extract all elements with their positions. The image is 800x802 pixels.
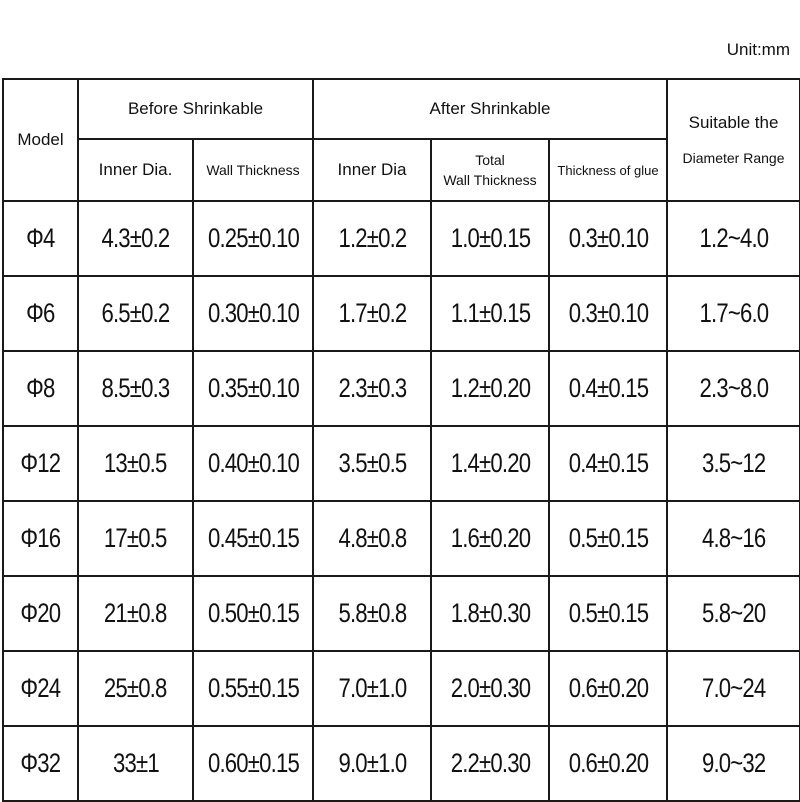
- cell-before-wall-thickness: [193, 726, 313, 801]
- cell-value: 13±0.5: [104, 448, 167, 478]
- cell-model: [3, 651, 78, 726]
- cell-after-inner-dia: [313, 351, 431, 426]
- cell-after-inner-dia: [313, 576, 431, 651]
- cell-model: [3, 576, 78, 651]
- cell-value: 0.4±0.15: [568, 373, 648, 403]
- cell-diameter-range: [667, 576, 800, 651]
- cell-before-inner-dia: [78, 651, 193, 726]
- cell-before-inner-dia: [78, 426, 193, 501]
- table-row: [3, 651, 800, 726]
- cell-model: [3, 726, 78, 801]
- cell-value: 1.7~6.0: [699, 298, 768, 328]
- cell-value: 1.2±0.20: [450, 373, 530, 403]
- cell-before-wall-thickness: [193, 276, 313, 351]
- cell-diameter-range: [667, 501, 800, 576]
- cell-value: 0.6±0.20: [568, 748, 648, 778]
- header-total-line1: Total: [475, 152, 505, 168]
- cell-model: [3, 276, 78, 351]
- cell-before-inner-dia: [78, 501, 193, 576]
- cell-value: 0.3±0.10: [568, 223, 648, 253]
- cell-after-inner-dia: [313, 426, 431, 501]
- cell-value: 5.8~20: [701, 598, 766, 628]
- cell-value: 21±0.8: [104, 598, 167, 628]
- cell-value: 8.5±0.3: [101, 373, 170, 403]
- cell-value: 17±0.5: [104, 523, 167, 553]
- cell-after-inner-dia: [313, 201, 431, 276]
- cell-before-inner-dia: [78, 726, 193, 801]
- cell-value: 1.0±0.15: [450, 223, 530, 253]
- cell-before-wall-thickness: [193, 651, 313, 726]
- cell-value: 0.25±0.10: [207, 223, 299, 253]
- cell-value: 9.0±1.0: [338, 748, 406, 778]
- header-total-line2: Wall Thickness: [443, 172, 537, 188]
- cell-value: 4.8~16: [701, 523, 766, 553]
- cell-value: 1.6±0.20: [450, 523, 530, 553]
- cell-glue-thickness: [549, 276, 667, 351]
- cell-value: 0.5±0.15: [568, 598, 648, 628]
- cell-value: 1.2~4.0: [699, 223, 768, 253]
- cell-value: 4.3±0.2: [101, 223, 170, 253]
- cell-before-inner-dia: [78, 351, 193, 426]
- cell-value: 1.4±0.20: [450, 448, 530, 478]
- cell-after-total-wall: [431, 426, 549, 501]
- cell-after-total-wall: [431, 351, 549, 426]
- cell-value: 0.5±0.15: [568, 523, 648, 553]
- cell-value: Φ4: [26, 223, 55, 253]
- table-row: [3, 276, 800, 351]
- cell-value: 0.55±0.15: [207, 673, 299, 703]
- header-suitable-line2: Diameter Range: [682, 150, 785, 166]
- cell-value: 0.50±0.15: [207, 598, 299, 628]
- cell-value: 4.8±0.8: [338, 523, 406, 553]
- header-suitable-range: [667, 79, 800, 201]
- cell-glue-thickness: [549, 576, 667, 651]
- table-row: [3, 201, 800, 276]
- cell-value: 2.3~8.0: [699, 373, 768, 403]
- cell-diameter-range: [667, 276, 800, 351]
- cell-value: 0.60±0.15: [207, 748, 299, 778]
- cell-value: Φ32: [20, 748, 61, 778]
- cell-after-total-wall: [431, 651, 549, 726]
- header-suitable-line1: Suitable the: [688, 113, 779, 132]
- cell-glue-thickness: [549, 501, 667, 576]
- cell-before-inner-dia: [78, 201, 193, 276]
- cell-after-inner-dia: [313, 726, 431, 801]
- cell-after-inner-dia: [313, 651, 431, 726]
- table-row: [3, 576, 800, 651]
- header-before-inner-dia: Inner Dia.: [78, 139, 193, 201]
- cell-diameter-range: [667, 726, 800, 801]
- cell-value: 1.2±0.2: [338, 223, 406, 253]
- cell-value: 7.0~24: [701, 673, 766, 703]
- cell-model: [3, 501, 78, 576]
- cell-diameter-range: [667, 201, 800, 276]
- cell-value: 0.4±0.15: [568, 448, 648, 478]
- cell-value: 3.5±0.5: [338, 448, 406, 478]
- cell-glue-thickness: [549, 351, 667, 426]
- cell-before-inner-dia: [78, 276, 193, 351]
- header-glue-thickness: Thickness of glue: [549, 139, 667, 201]
- cell-value: 0.6±0.20: [568, 673, 648, 703]
- cell-model: [3, 351, 78, 426]
- cell-value: 2.0±0.30: [450, 673, 530, 703]
- cell-value: 0.30±0.10: [207, 298, 299, 328]
- cell-after-total-wall: [431, 276, 549, 351]
- cell-after-total-wall: [431, 501, 549, 576]
- cell-value: Φ6: [26, 298, 55, 328]
- table-row: [3, 426, 800, 501]
- cell-model: [3, 201, 78, 276]
- cell-glue-thickness: [549, 651, 667, 726]
- cell-value: Φ24: [20, 673, 61, 703]
- cell-value: 25±0.8: [104, 673, 167, 703]
- header-after-shrinkable: After Shrinkable: [313, 79, 667, 139]
- cell-glue-thickness: [549, 726, 667, 801]
- header-after-total-wall: [431, 139, 549, 201]
- cell-glue-thickness: [549, 426, 667, 501]
- cell-diameter-range: [667, 651, 800, 726]
- cell-before-wall-thickness: [193, 501, 313, 576]
- cell-diameter-range: [667, 426, 800, 501]
- unit-label: Unit:mm: [726, 40, 790, 59]
- header-model: Model: [3, 79, 78, 201]
- cell-value: 5.8±0.8: [338, 598, 406, 628]
- cell-value: 3.5~12: [701, 448, 766, 478]
- cell-value: 7.0±1.0: [338, 673, 406, 703]
- cell-before-wall-thickness: [193, 576, 313, 651]
- header-row-top: [3, 79, 800, 139]
- cell-value: Φ20: [20, 598, 61, 628]
- cell-value: 0.3±0.10: [568, 298, 648, 328]
- cell-value: 6.5±0.2: [101, 298, 170, 328]
- cell-glue-thickness: [549, 201, 667, 276]
- cell-value: 2.2±0.30: [450, 748, 530, 778]
- cell-value: Φ12: [20, 448, 61, 478]
- table-row: [3, 351, 800, 426]
- cell-after-inner-dia: [313, 276, 431, 351]
- cell-before-wall-thickness: [193, 351, 313, 426]
- cell-value: 1.1±0.15: [450, 298, 530, 328]
- cell-value: 2.3±0.3: [338, 373, 406, 403]
- cell-after-total-wall: [431, 201, 549, 276]
- cell-after-inner-dia: [313, 501, 431, 576]
- cell-value: Φ8: [26, 373, 55, 403]
- table-row: [3, 726, 800, 801]
- table-row: [3, 501, 800, 576]
- cell-value: Φ16: [20, 523, 61, 553]
- cell-before-inner-dia: [78, 576, 193, 651]
- cell-model: [3, 426, 78, 501]
- spec-table: [2, 78, 800, 802]
- cell-value: 0.35±0.10: [207, 373, 299, 403]
- cell-value: 9.0~32: [701, 748, 766, 778]
- cell-after-total-wall: [431, 576, 549, 651]
- cell-before-wall-thickness: [193, 201, 313, 276]
- cell-value: 0.45±0.15: [207, 523, 299, 553]
- cell-value: 1.8±0.30: [450, 598, 530, 628]
- cell-before-wall-thickness: [193, 426, 313, 501]
- header-before-shrinkable: Before Shrinkable: [78, 79, 313, 139]
- cell-value: 0.40±0.10: [207, 448, 299, 478]
- cell-value: 33±1: [112, 748, 159, 778]
- cell-diameter-range: [667, 351, 800, 426]
- header-after-inner-dia: Inner Dia: [313, 139, 431, 201]
- cell-value: 1.7±0.2: [338, 298, 406, 328]
- header-before-wall-thickness: Wall Thickness: [193, 139, 313, 201]
- cell-after-total-wall: [431, 726, 549, 801]
